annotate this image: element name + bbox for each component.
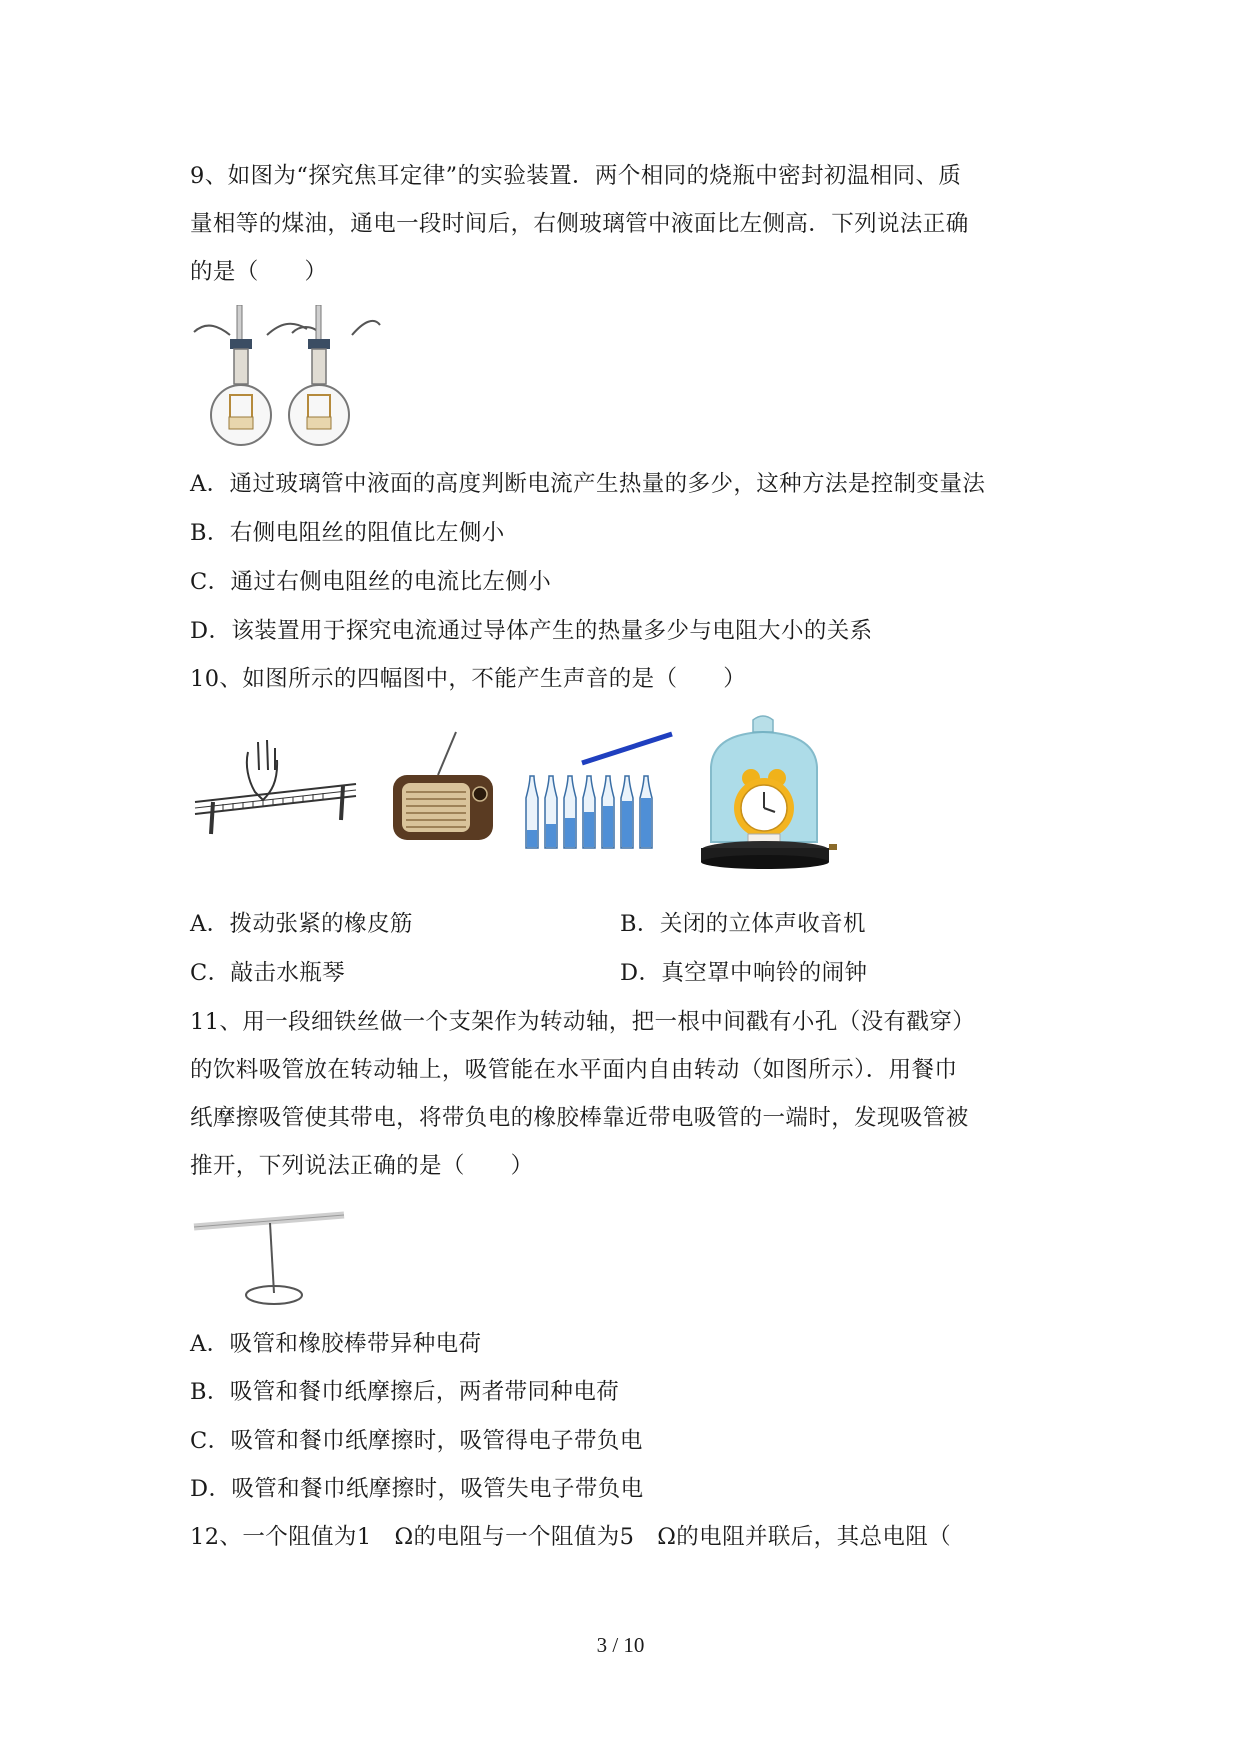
q11-stem-line-4: 推开，下列说法正确的是（ ） — [190, 1153, 534, 1179]
radio-figure — [388, 730, 498, 845]
q10-option-c: C．敲击水瓶琴 — [190, 960, 346, 986]
q10-option-d: D．真空罩中响铃的闹钟 — [620, 960, 868, 986]
q11-stem-line-2: 的饮料吸管放在转动轴上，吸管能在水平面内自由转动（如图所示）．用餐巾 — [190, 1057, 958, 1083]
q10-option-b: B．关闭的立体声收音机 — [620, 911, 866, 937]
q11-option-d: D．吸管和餐巾纸摩擦时，吸管失电子带负电 — [190, 1476, 644, 1502]
water-bottle-xylophone-figure — [520, 728, 680, 863]
rubber-band-figure — [193, 740, 358, 840]
bell-jar-alarm-clock-figure — [693, 712, 838, 872]
q11-stem-line-1: 11、用一段细铁丝做一个支架作为转动轴，把一根中间戳有小孔（没有戳穿） — [190, 1009, 976, 1035]
q11-option-b: B．吸管和餐巾纸摩擦后，两者带同种电荷 — [190, 1379, 620, 1405]
q10-stem: 10、如图所示的四幅图中，不能产生声音的是（ ） — [190, 666, 747, 692]
q9-option-a: A．通过玻璃管中液面的高度判断电流产生热量的多少，这种方法是控制变量法 — [190, 471, 986, 497]
q11-option-c: C．吸管和餐巾纸摩擦时，吸管得电子带负电 — [190, 1428, 643, 1454]
q9-option-b: B．右侧电阻丝的阻值比左侧小 — [190, 520, 505, 546]
q9-stem-line-3: 的是（ ） — [190, 259, 328, 285]
page-number: 3 / 10 — [596, 1633, 645, 1657]
q11-stem-line-3: 纸摩擦吸管使其带电，将带负电的橡胶棒靠近带电吸管的一端时，发现吸管被 — [190, 1105, 969, 1131]
straw-on-pivot-figure — [192, 1205, 352, 1310]
q9-stem-line-2: 量相等的煤油，通电一段时间后，右侧玻璃管中液面比左侧高．下列说法正确 — [190, 211, 969, 237]
q9-option-d: D．该装置用于探究电流通过导体产生的热量多少与电阻大小的关系 — [190, 618, 873, 644]
q12-stem: 12、一个阻值为1 Ω的电阻与一个阻值为5 Ω的电阻并联后，其总电阻（ — [190, 1524, 952, 1550]
q9-stem-line-1: 9、如图为“探究焦耳定律”的实验装置．两个相同的烧瓶中密封初温相同、质 — [190, 163, 962, 189]
q10-option-a: A．拨动张紧的橡皮筋 — [190, 911, 413, 937]
q9-option-c: C．通过右侧电阻丝的电流比左侧小 — [190, 569, 552, 595]
q11-option-a: A．吸管和橡胶棒带异种电荷 — [190, 1331, 482, 1357]
joule-law-apparatus-figure — [192, 305, 382, 450]
